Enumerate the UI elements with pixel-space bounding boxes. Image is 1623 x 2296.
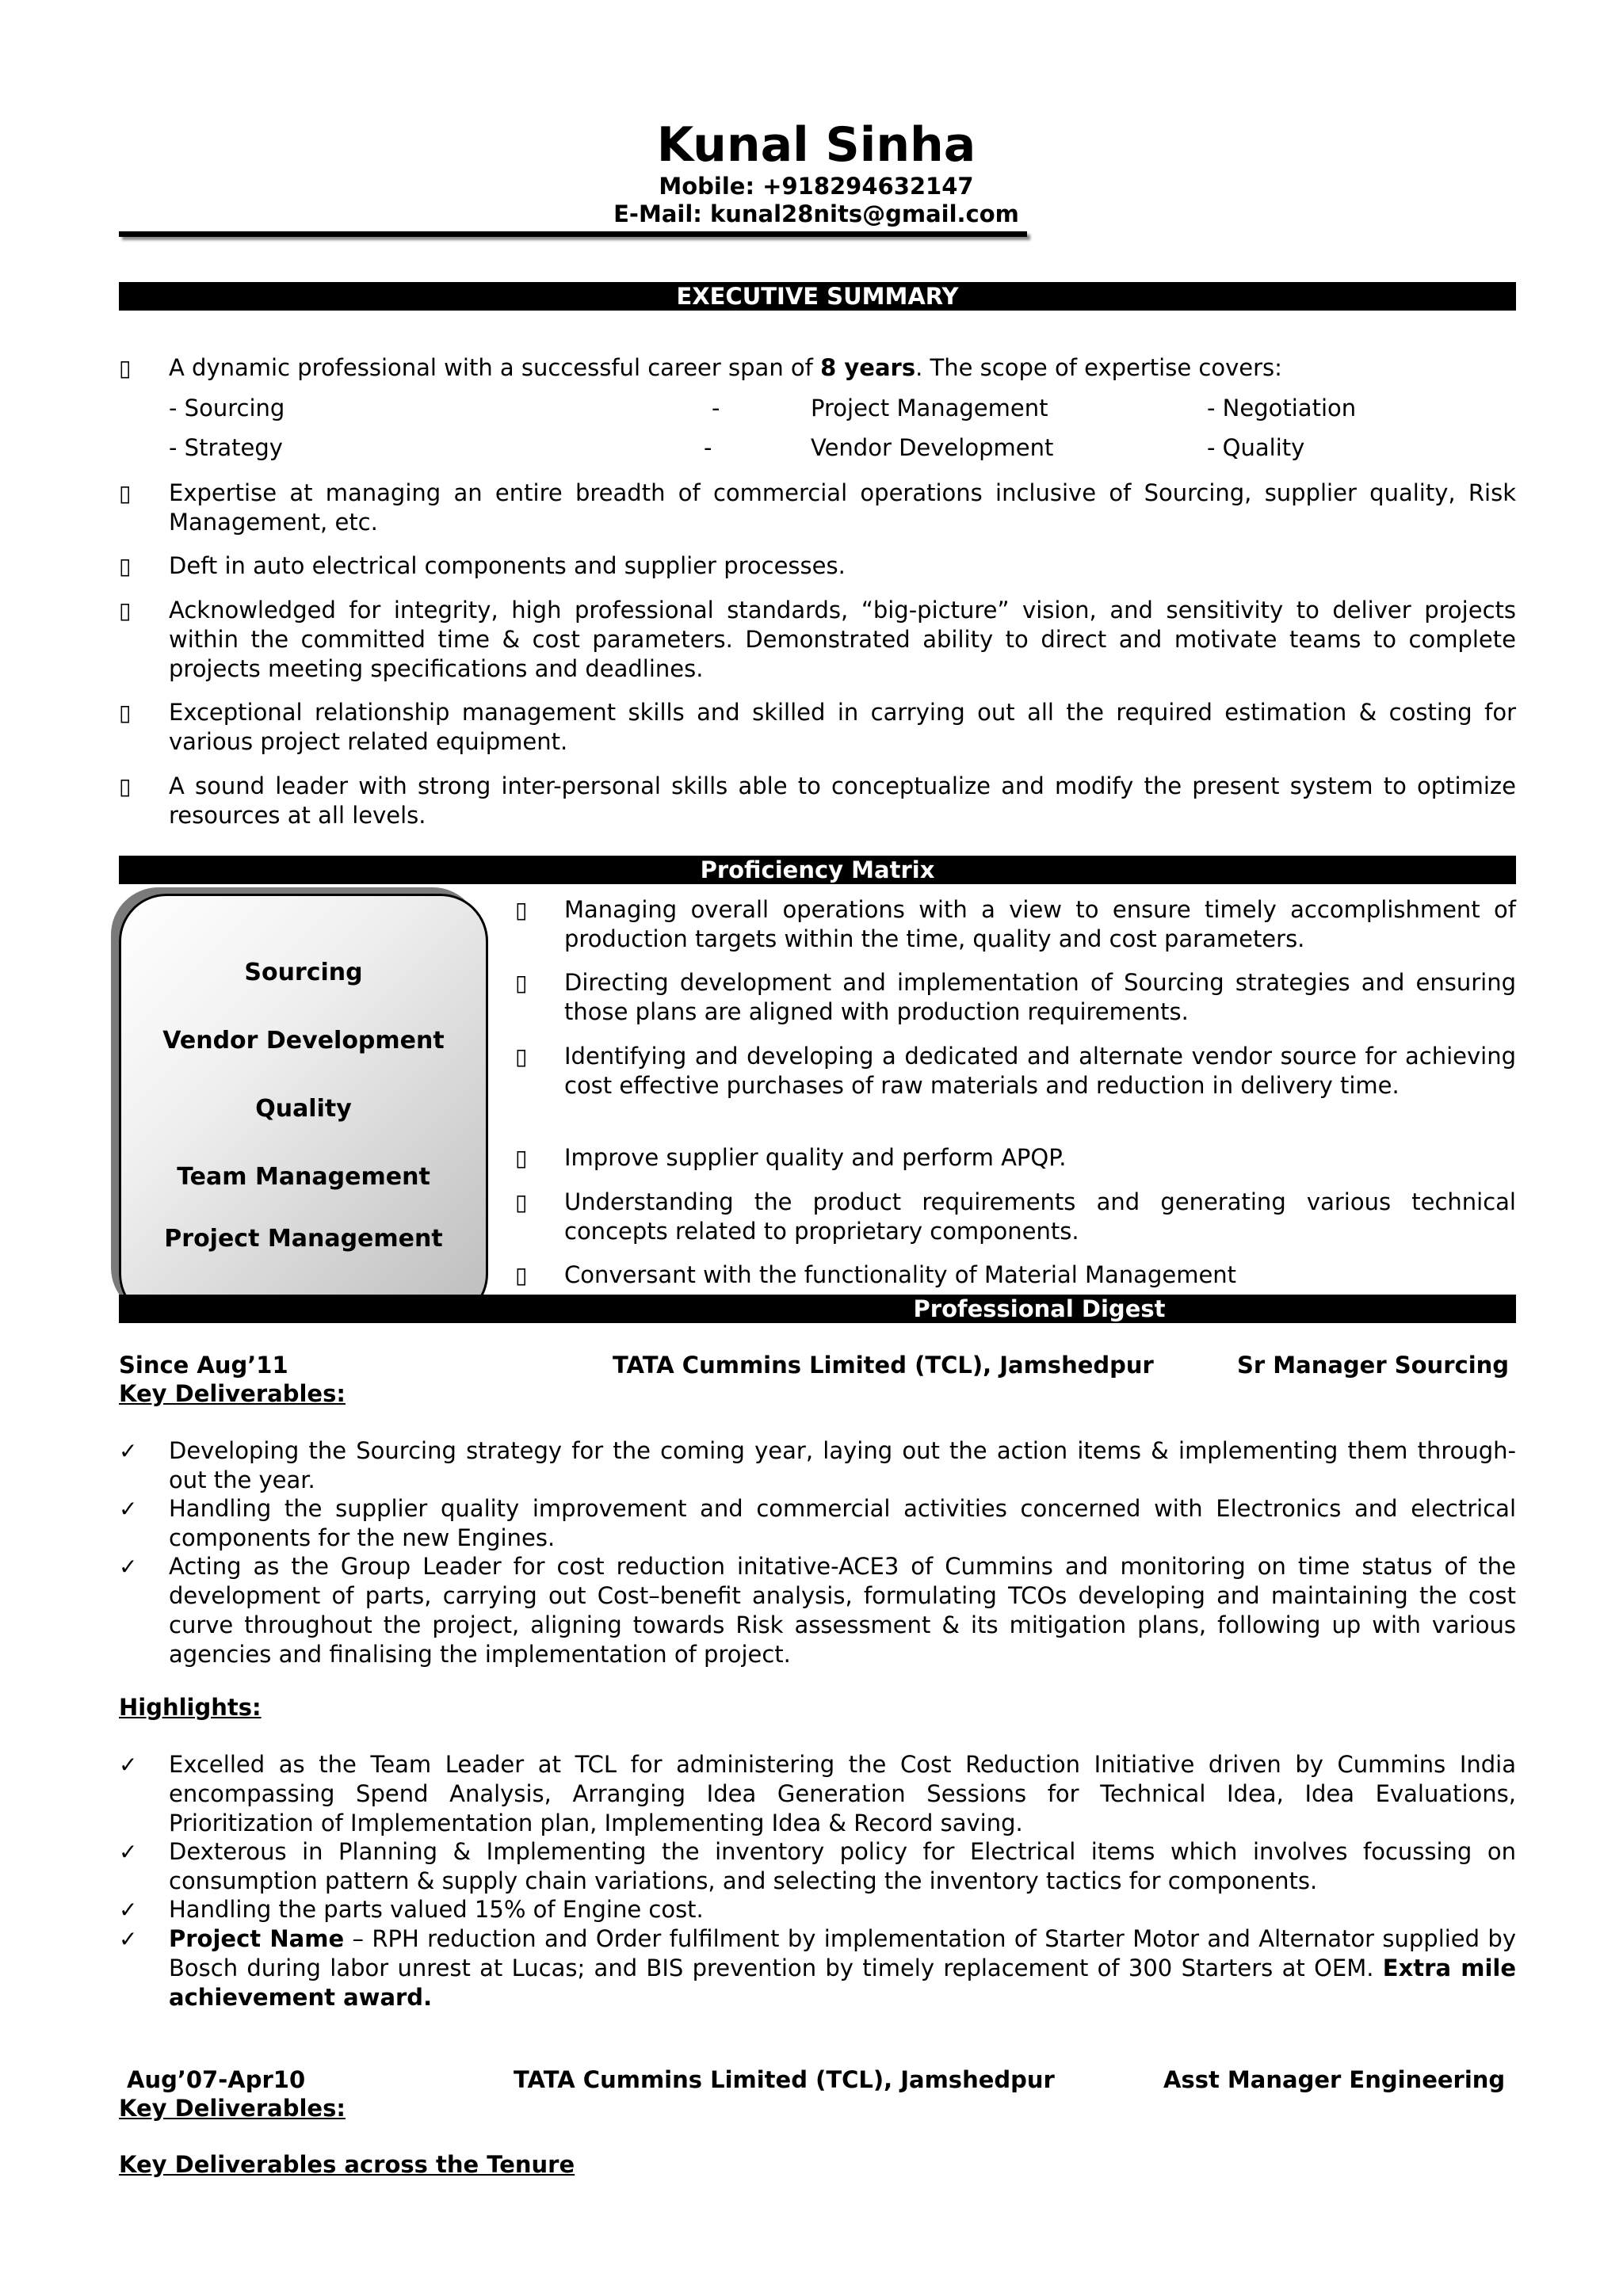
area-item: - Quality [1207, 434, 1305, 461]
job-role: Asst Manager Engineering [1163, 2066, 1506, 2093]
mobile-number: Mobile: +918294632147 [659, 173, 974, 200]
skill-item: Project Management [164, 1225, 443, 1253]
summary-bullet: Expertise at managing an entire breadth of commercial operations inclusive of Sourcing, supplier quality, Risk Management, etc. [169, 479, 1516, 536]
check-mark-icon: ✓ [119, 1897, 138, 1923]
skill-item: Sourcing [244, 959, 363, 986]
proficiency-bullet: Managing overall operations with a view to ensure timely accomplishment of production targets within the time, quality and cost parameters. [564, 896, 1516, 952]
square-bullet-icon: ▯ [119, 700, 132, 726]
email-address: E-Mail: kunal28nits@gmail.com [613, 200, 1019, 227]
job-company: TATA Cummins Limited (TCL), Jamshedpur [613, 1352, 1154, 1379]
header-rule [119, 231, 1027, 237]
highlight-item: Excelled as the Team Leader at TCL for administering the Cost Reduction Initiative driven by Cummins India encompassing Spend Analysis, Arranging Idea Generation Sessions for Technical Idea, Idea Evaluations, Prioritization of Implementation plan, Implementing Idea & Record saving. [169, 1751, 1516, 1836]
key-deliverables-heading: Key Deliverables: [119, 2095, 346, 2122]
check-mark-icon: ✓ [119, 1496, 138, 1522]
skill-item: Team Management [177, 1163, 430, 1191]
square-bullet-icon: ▯ [119, 480, 132, 506]
skill-item: Quality [255, 1095, 352, 1123]
square-bullet-icon: ▯ [119, 597, 132, 624]
summary-intro: A dynamic professional with a successful career span of 8 years. The scope of expertise covers: [169, 354, 1282, 381]
area-dash: - [704, 434, 712, 461]
square-bullet-icon: ▯ [515, 897, 528, 923]
check-mark-icon: ✓ [119, 1438, 138, 1464]
proficiency-bullet: Conversant with the functionality of Material Management [564, 1261, 1237, 1288]
executive-summary-bar: EXECUTIVE SUMMARY [119, 282, 1516, 311]
check-mark-icon: ✓ [119, 1839, 138, 1865]
area-item: Project Management [811, 395, 1048, 421]
proficiency-bullet: Directing development and implementation of Sourcing strategies and ensuring those plans are aligned with production requirements. [564, 969, 1516, 1025]
job-period: Aug’07-Apr10 [127, 2066, 306, 2093]
deliverable-item: Developing the Sourcing strategy for the coming year, laying out the action items & implementing them through-out the year. [169, 1437, 1516, 1493]
area-item: - Strategy [169, 434, 283, 461]
square-bullet-icon: ▯ [119, 553, 132, 579]
summary-bullet: Exceptional relationship management skills and skilled in carrying out all the required estimation & costing for various project related equipment. [169, 699, 1516, 755]
highlights-heading: Highlights: [119, 1694, 262, 1721]
proficiency-bullet: Understanding the product requirements and generating various technical concepts related to proprietary components. [564, 1188, 1516, 1245]
summary-bullet: A sound leader with strong inter-personal skills able to conceptualize and modify the present system to optimize resources at all levels. [169, 772, 1516, 829]
square-bullet-icon: ▯ [515, 1262, 528, 1288]
project-highlight: Project Name – RPH reduction and Order fulfilment by implementation of Starter Motor and Alternator supplied by Bosch during labor unrest at Lucas; and BIS prevention by timely replacement of 300 Starters at OEM. Extra mile achievement award. [169, 1925, 1516, 2011]
summary-bullet: Deft in auto electrical components and supplier processes. [169, 552, 846, 579]
highlight-item: Dexterous in Planning & Implementing the inventory policy for Electrical items which involves focussing on consumption pattern & supply chain variations, and selecting the inventory tactics for components. [169, 1838, 1516, 1894]
square-bullet-icon: ▯ [515, 1145, 528, 1171]
skill-item: Vendor Development [162, 1027, 445, 1055]
job-role: Sr Manager Sourcing [1237, 1352, 1510, 1379]
key-deliverables-heading: Key Deliverables: [119, 1380, 346, 1407]
area-item: - Sourcing [169, 395, 285, 421]
check-mark-icon: ✓ [119, 1752, 138, 1778]
candidate-name: Kunal Sinha [656, 117, 976, 173]
proficiency-bullet: Improve supplier quality and perform APQP. [564, 1144, 1067, 1171]
deliverable-item: Acting as the Group Leader for cost reduction initative-ACE3 of Cummins and monitoring on time status of the development of parts, carrying out Cost–benefit analysis, formulating TCOs developing and maintaining the cost curve throughout the project, aligning towards Risk assessment & its mitigation plans, following up with various agencies and finalising the implementation of project. [169, 1553, 1516, 1668]
area-item: Vendor Development [811, 434, 1054, 461]
proficiency-matrix-bar: Proficiency Matrix [119, 856, 1516, 884]
summary-bullet: Acknowledged for integrity, high professional standards, “big-picture” vision, and sensitivity to deliver projects within the committed time & cost parameters. Demonstrated ability to direct and motivate teams to complete projects meeting specifications and deadlines. [169, 597, 1516, 682]
square-bullet-icon: ▯ [515, 1043, 528, 1070]
tenure-deliverables-heading: Key Deliverables across the Tenure [119, 2151, 575, 2178]
job-period: Since Aug’11 [119, 1352, 288, 1379]
highlight-item: Handling the parts valued 15% of Engine cost. [169, 1896, 704, 1923]
square-bullet-icon: ▯ [515, 970, 528, 996]
check-mark-icon: ✓ [119, 1554, 138, 1580]
proficiency-bullet: Identifying and developing a dedicated and alternate vendor source for achieving cost effective purchases of raw materials and reduction in delivery time. [564, 1043, 1516, 1099]
square-bullet-icon: ▯ [515, 1189, 528, 1215]
area-item: - Negotiation [1207, 395, 1357, 421]
deliverable-item: Handling the supplier quality improvement and commercial activities concerned with Electronics and electrical components for the new Engines. [169, 1495, 1516, 1551]
square-bullet-icon: ▯ [119, 355, 132, 381]
professional-digest-bar: Professional Digest [119, 1295, 1516, 1323]
square-bullet-icon: ▯ [119, 773, 132, 799]
area-dash: - [712, 395, 720, 421]
job-company: TATA Cummins Limited (TCL), Jamshedpur [514, 2066, 1055, 2093]
check-mark-icon: ✓ [119, 1926, 138, 1952]
